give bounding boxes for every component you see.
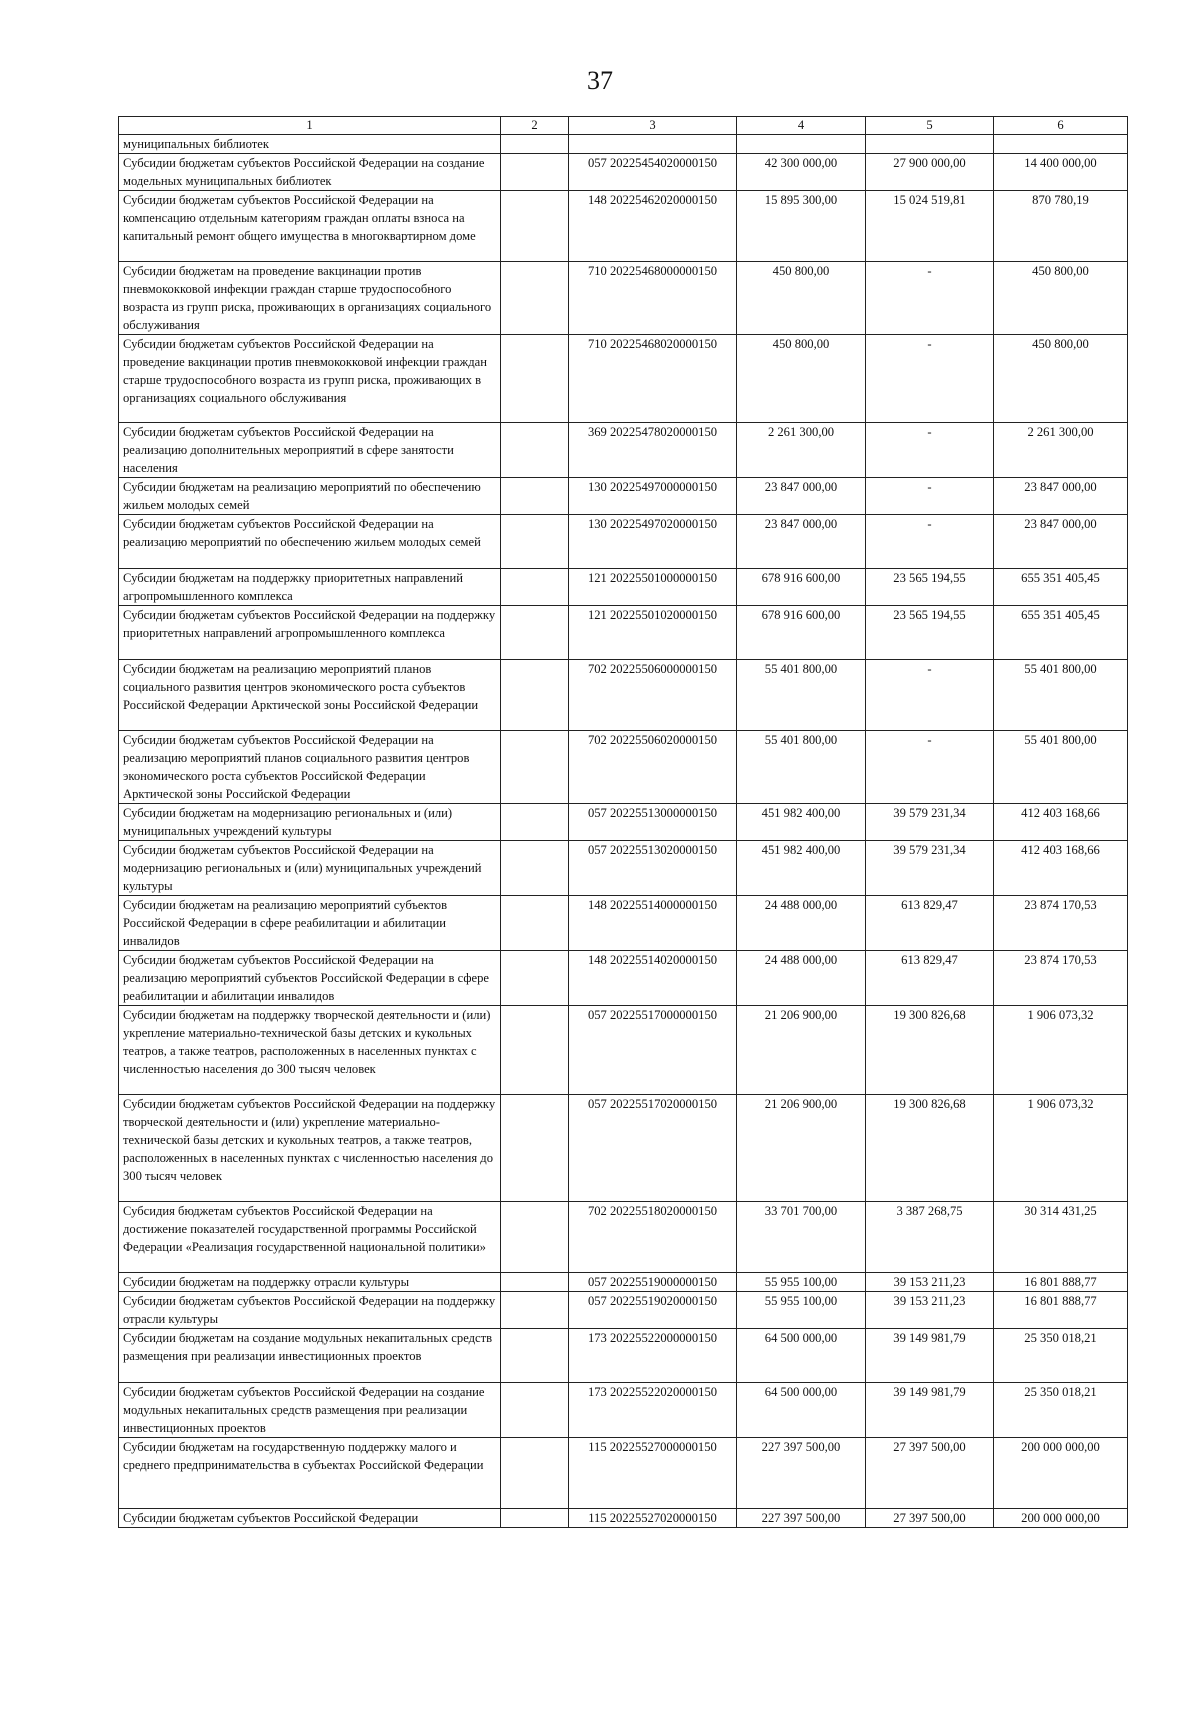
row-col2-cell bbox=[501, 804, 569, 841]
row-value-col5: 39 153 211,23 bbox=[866, 1292, 994, 1329]
row-value-col4: 64 500 000,00 bbox=[737, 1329, 866, 1383]
row-value-col5: - bbox=[866, 660, 994, 731]
row-value-col5: 3 387 268,75 bbox=[866, 1202, 994, 1273]
row-value-col6: 200 000 000,00 bbox=[994, 1438, 1128, 1509]
table-row bbox=[119, 1095, 1128, 1202]
row-name-cell: Субсидии бюджетам субъектов Российской Федерации на создание модельных муниципальных библиотек bbox=[119, 154, 501, 191]
row-code-cell: 057 20225519020000150 bbox=[569, 1292, 737, 1329]
header-row bbox=[119, 117, 1128, 135]
column-header: 5 bbox=[866, 117, 994, 135]
row-value-col5: - bbox=[866, 478, 994, 515]
row-col2-cell bbox=[501, 1383, 569, 1438]
row-value-col4: 21 206 900,00 bbox=[737, 1006, 866, 1095]
table-row bbox=[119, 896, 1128, 951]
table-row bbox=[119, 569, 1128, 606]
row-value-col6: 655 351 405,45 bbox=[994, 606, 1128, 660]
row-code-cell: 130 20225497020000150 bbox=[569, 515, 737, 569]
row-value-col4: 24 488 000,00 bbox=[737, 896, 866, 951]
row-code-cell: 173 20225522000000150 bbox=[569, 1329, 737, 1383]
row-value-col6: 412 403 168,66 bbox=[994, 804, 1128, 841]
row-code-cell: 115 20225527020000150 bbox=[569, 1509, 737, 1528]
row-name-cell: Субсидии бюджетам на реализацию мероприятий планов социального развития центров экономического роста субъектов Российской Федерации Арктической зоны Российской Федерации bbox=[119, 660, 501, 731]
row-col2-cell bbox=[501, 191, 569, 262]
row-col2-cell bbox=[501, 1509, 569, 1528]
row-col2-cell bbox=[501, 515, 569, 569]
row-name-cell: муниципальных библиотек bbox=[119, 135, 501, 154]
row-code-cell: 148 20225514020000150 bbox=[569, 951, 737, 1006]
row-value-col4: 33 701 700,00 bbox=[737, 1202, 866, 1273]
row-value-col6: 655 351 405,45 bbox=[994, 569, 1128, 606]
row-value-col6: 55 401 800,00 bbox=[994, 731, 1128, 804]
row-value-col5: 15 024 519,81 bbox=[866, 191, 994, 262]
row-value-col6: 200 000 000,00 bbox=[994, 1509, 1128, 1528]
row-value-col4 bbox=[737, 135, 866, 154]
row-name-cell: Субсидии бюджетам на реализацию мероприятий по обеспечению жильем молодых семей bbox=[119, 478, 501, 515]
column-header: 3 bbox=[569, 117, 737, 135]
table-row bbox=[119, 951, 1128, 1006]
row-code-cell: 148 20225462020000150 bbox=[569, 191, 737, 262]
row-value-col4: 2 261 300,00 bbox=[737, 423, 866, 478]
table-row bbox=[119, 515, 1128, 569]
row-value-col5: 39 579 231,34 bbox=[866, 804, 994, 841]
row-name-cell: Субсидии бюджетам субъектов Российской Федерации на реализацию мероприятий по обеспечению жильем молодых семей bbox=[119, 515, 501, 569]
row-value-col6: 16 801 888,77 bbox=[994, 1273, 1128, 1292]
table-row bbox=[119, 478, 1128, 515]
row-code-cell: 702 20225518020000150 bbox=[569, 1202, 737, 1273]
row-col2-cell bbox=[501, 423, 569, 478]
row-value-col6: 1 906 073,32 bbox=[994, 1095, 1128, 1202]
row-code-cell: 702 20225506020000150 bbox=[569, 731, 737, 804]
row-value-col5: 39 579 231,34 bbox=[866, 841, 994, 896]
row-col2-cell bbox=[501, 569, 569, 606]
budget-table bbox=[118, 116, 1128, 1528]
row-value-col6: 450 800,00 bbox=[994, 335, 1128, 423]
row-code-cell: 121 20225501000000150 bbox=[569, 569, 737, 606]
row-col2-cell bbox=[501, 1273, 569, 1292]
table-row bbox=[119, 1438, 1128, 1509]
row-value-col5: 39 149 981,79 bbox=[866, 1383, 994, 1438]
row-value-col4: 42 300 000,00 bbox=[737, 154, 866, 191]
row-col2-cell bbox=[501, 478, 569, 515]
row-value-col5: 19 300 826,68 bbox=[866, 1006, 994, 1095]
row-name-cell: Субсидии бюджетам субъектов Российской Федерации на создание модульных некапитальных средств размещения при реализации инвестиционных проектов bbox=[119, 1383, 501, 1438]
row-value-col4: 15 895 300,00 bbox=[737, 191, 866, 262]
row-col2-cell bbox=[501, 896, 569, 951]
row-value-col4: 21 206 900,00 bbox=[737, 1095, 866, 1202]
row-name-cell: Субсидии бюджетам на модернизацию региональных и (или) муниципальных учреждений культуры bbox=[119, 804, 501, 841]
table-row bbox=[119, 1273, 1128, 1292]
row-value-col4: 55 955 100,00 bbox=[737, 1292, 866, 1329]
row-col2-cell bbox=[501, 1202, 569, 1273]
table-row bbox=[119, 154, 1128, 191]
table-row bbox=[119, 1509, 1128, 1528]
table-row bbox=[119, 135, 1128, 154]
row-value-col5: - bbox=[866, 731, 994, 804]
row-value-col5: - bbox=[866, 335, 994, 423]
row-name-cell: Субсидии бюджетам на создание модульных некапитальных средств размещения при реализации инвестиционных проектов bbox=[119, 1329, 501, 1383]
page-number: 37 bbox=[587, 66, 613, 95]
row-name-cell: Субсидии бюджетам субъектов Российской Федерации на модернизацию региональных и (или) муниципальных учреждений культуры bbox=[119, 841, 501, 896]
row-value-col4: 64 500 000,00 bbox=[737, 1383, 866, 1438]
row-code-cell: 173 20225522020000150 bbox=[569, 1383, 737, 1438]
row-name-cell: Субсидии бюджетам на реализацию мероприятий субъектов Российской Федерации в сфере реабилитации и абилитации инвалидов bbox=[119, 896, 501, 951]
row-value-col6: 14 400 000,00 bbox=[994, 154, 1128, 191]
row-value-col4: 55 401 800,00 bbox=[737, 731, 866, 804]
column-header: 6 bbox=[994, 117, 1128, 135]
row-value-col5: 27 397 500,00 bbox=[866, 1438, 994, 1509]
row-col2-cell bbox=[501, 606, 569, 660]
row-code-cell: 130 20225497000000150 bbox=[569, 478, 737, 515]
row-name-cell: Субсидии бюджетам субъектов Российской Федерации на проведение вакцинации против пневмококковой инфекции граждан старше трудоспособного возраста из групп риска, проживающих в организациях социального обслуживания bbox=[119, 335, 501, 423]
row-value-col6: 55 401 800,00 bbox=[994, 660, 1128, 731]
row-value-col5: - bbox=[866, 515, 994, 569]
row-value-col4: 55 401 800,00 bbox=[737, 660, 866, 731]
row-name-cell: Субсидии бюджетам субъектов Российской Федерации на поддержку приоритетных направлений агропромышленного комплекса bbox=[119, 606, 501, 660]
row-code-cell: 057 20225517020000150 bbox=[569, 1095, 737, 1202]
row-name-cell: Субсидии бюджетам субъектов Российской Федерации на реализацию дополнительных мероприятий в сфере занятости населения bbox=[119, 423, 501, 478]
row-value-col5: - bbox=[866, 262, 994, 335]
row-col2-cell bbox=[501, 135, 569, 154]
table-row bbox=[119, 1329, 1128, 1383]
row-value-col6: 23 874 170,53 bbox=[994, 951, 1128, 1006]
row-code-cell: 057 20225513000000150 bbox=[569, 804, 737, 841]
row-value-col5: 27 397 500,00 bbox=[866, 1509, 994, 1528]
row-value-col5: 19 300 826,68 bbox=[866, 1095, 994, 1202]
row-value-col6: 23 874 170,53 bbox=[994, 896, 1128, 951]
row-col2-cell bbox=[501, 841, 569, 896]
table-row bbox=[119, 335, 1128, 423]
row-value-col6: 30 314 431,25 bbox=[994, 1202, 1128, 1273]
row-value-col6: 25 350 018,21 bbox=[994, 1329, 1128, 1383]
table-row bbox=[119, 1383, 1128, 1438]
row-name-cell: Субсидии бюджетам на поддержку отрасли культуры bbox=[119, 1273, 501, 1292]
row-value-col6: 1 906 073,32 bbox=[994, 1006, 1128, 1095]
row-col2-cell bbox=[501, 660, 569, 731]
row-value-col4: 678 916 600,00 bbox=[737, 606, 866, 660]
row-value-col4: 55 955 100,00 bbox=[737, 1273, 866, 1292]
table-row bbox=[119, 606, 1128, 660]
row-code-cell: 121 20225501020000150 bbox=[569, 606, 737, 660]
row-code-cell: 148 20225514000000150 bbox=[569, 896, 737, 951]
table-row bbox=[119, 660, 1128, 731]
row-value-col6: 450 800,00 bbox=[994, 262, 1128, 335]
row-name-cell: Субсидии бюджетам субъектов Российской Федерации на реализацию мероприятий субъектов Российской Федерации в сфере реабилитации и абилитации инвалидов bbox=[119, 951, 501, 1006]
row-value-col5: 23 565 194,55 bbox=[866, 606, 994, 660]
row-code-cell bbox=[569, 135, 737, 154]
row-value-col5: - bbox=[866, 423, 994, 478]
row-name-cell: Субсидии бюджетам на поддержку творческой деятельности и (или) укрепление материально-технической базы детских и кукольных театров, а также театров, расположенных в населенных пунктах с численностью населения до 300 тысяч человек bbox=[119, 1006, 501, 1095]
table-row bbox=[119, 262, 1128, 335]
table-row bbox=[119, 191, 1128, 262]
row-value-col6: 23 847 000,00 bbox=[994, 478, 1128, 515]
column-header: 1 bbox=[119, 117, 501, 135]
row-name-cell: Субсидии бюджетам субъектов Российской Федерации на поддержку творческой деятельности и (или) укрепление материально-технической базы детских и кукольных театров, а также театров, расположенных в населенных пунктах с численностью населения до 300 тысяч человек bbox=[119, 1095, 501, 1202]
row-name-cell: Субсидии бюджетам субъектов Российской Федерации на компенсацию отдельным категориям граждан оплаты взноса на капитальный ремонт общего имущества в многоквартирном доме bbox=[119, 191, 501, 262]
row-col2-cell bbox=[501, 1329, 569, 1383]
table-row bbox=[119, 731, 1128, 804]
row-value-col4: 451 982 400,00 bbox=[737, 804, 866, 841]
table-row bbox=[119, 423, 1128, 478]
row-col2-cell bbox=[501, 1006, 569, 1095]
column-header: 4 bbox=[737, 117, 866, 135]
row-name-cell: Субсидия бюджетам субъектов Российской Федерации на достижение показателей государственной программы Российской Федерации «Реализация государственной национальной политики» bbox=[119, 1202, 501, 1273]
row-name-cell: Субсидии бюджетам на поддержку приоритетных направлений агропромышленного комплекса bbox=[119, 569, 501, 606]
row-value-col5: 613 829,47 bbox=[866, 896, 994, 951]
table-row bbox=[119, 1292, 1128, 1329]
row-col2-cell bbox=[501, 731, 569, 804]
row-code-cell: 115 20225527000000150 bbox=[569, 1438, 737, 1509]
row-col2-cell bbox=[501, 154, 569, 191]
table-row bbox=[119, 1006, 1128, 1095]
row-code-cell: 710 20225468000000150 bbox=[569, 262, 737, 335]
row-value-col5: 23 565 194,55 bbox=[866, 569, 994, 606]
row-value-col4: 23 847 000,00 bbox=[737, 515, 866, 569]
row-col2-cell bbox=[501, 335, 569, 423]
row-value-col6: 2 261 300,00 bbox=[994, 423, 1128, 478]
column-header: 2 bbox=[501, 117, 569, 135]
row-value-col6: 25 350 018,21 bbox=[994, 1383, 1128, 1438]
row-col2-cell bbox=[501, 1095, 569, 1202]
table-row bbox=[119, 841, 1128, 896]
row-name-cell: Субсидии бюджетам субъектов Российской Федерации bbox=[119, 1509, 501, 1528]
row-value-col5: 27 900 000,00 bbox=[866, 154, 994, 191]
row-value-col6: 412 403 168,66 bbox=[994, 841, 1128, 896]
row-name-cell: Субсидии бюджетам субъектов Российской Федерации на реализацию мероприятий планов социального развития центров экономического роста субъектов Российской Федерации Арктической зоны Российской Федерации bbox=[119, 731, 501, 804]
row-value-col4: 678 916 600,00 bbox=[737, 569, 866, 606]
row-value-col5: 39 153 211,23 bbox=[866, 1273, 994, 1292]
row-value-col4: 450 800,00 bbox=[737, 335, 866, 423]
row-value-col5: 39 149 981,79 bbox=[866, 1329, 994, 1383]
row-col2-cell bbox=[501, 262, 569, 335]
row-value-col4: 451 982 400,00 bbox=[737, 841, 866, 896]
row-name-cell: Субсидии бюджетам субъектов Российской Федерации на поддержку отрасли культуры bbox=[119, 1292, 501, 1329]
row-value-col4: 450 800,00 bbox=[737, 262, 866, 335]
row-value-col6: 870 780,19 bbox=[994, 191, 1128, 262]
row-col2-cell bbox=[501, 1438, 569, 1509]
row-code-cell: 702 20225506000000150 bbox=[569, 660, 737, 731]
row-code-cell: 057 20225513020000150 bbox=[569, 841, 737, 896]
row-value-col5: 613 829,47 bbox=[866, 951, 994, 1006]
table-row bbox=[119, 1202, 1128, 1273]
table-row bbox=[119, 804, 1128, 841]
row-value-col4: 23 847 000,00 bbox=[737, 478, 866, 515]
row-value-col6 bbox=[994, 135, 1128, 154]
row-name-cell: Субсидии бюджетам на государственную поддержку малого и среднего предпринимательства в субъектах Российской Федерации bbox=[119, 1438, 501, 1509]
row-code-cell: 057 20225454020000150 bbox=[569, 154, 737, 191]
row-name-cell: Субсидии бюджетам на проведение вакцинации против пневмококковой инфекции граждан старше трудоспособного возраста из групп риска, проживающих в организациях социального обслуживания bbox=[119, 262, 501, 335]
row-code-cell: 057 20225519000000150 bbox=[569, 1273, 737, 1292]
row-code-cell: 057 20225517000000150 bbox=[569, 1006, 737, 1095]
row-value-col4: 227 397 500,00 bbox=[737, 1509, 866, 1528]
row-value-col4: 24 488 000,00 bbox=[737, 951, 866, 1006]
row-code-cell: 710 20225468020000150 bbox=[569, 335, 737, 423]
row-value-col4: 227 397 500,00 bbox=[737, 1438, 866, 1509]
row-col2-cell bbox=[501, 951, 569, 1006]
row-code-cell: 369 20225478020000150 bbox=[569, 423, 737, 478]
row-value-col5 bbox=[866, 135, 994, 154]
row-col2-cell bbox=[501, 1292, 569, 1329]
row-value-col6: 23 847 000,00 bbox=[994, 515, 1128, 569]
row-value-col6: 16 801 888,77 bbox=[994, 1292, 1128, 1329]
